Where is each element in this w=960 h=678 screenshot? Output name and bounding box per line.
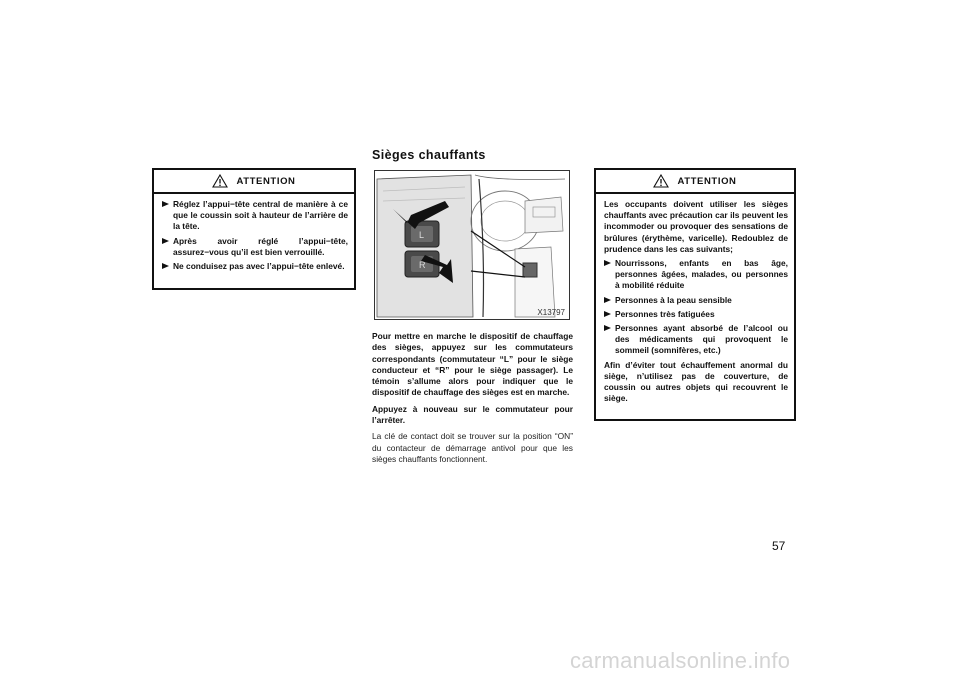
caution-body	[154, 194, 354, 281]
caution-heading: ATTENTION	[236, 175, 296, 187]
caution-header	[596, 170, 794, 194]
caution-item: Nourrissons, enfants en bas âge, personnes âgées, malades, ou personnes à mobilité réduite	[604, 258, 788, 292]
caution-intro: Les occupants doivent utiliser les sièges chauffants avec précaution car ils peuvent les incommoder ou provoquer des sensations de brûlures (érythème, varicelle). Redoublez de prudence dans les cas suivants;	[604, 199, 788, 254]
paragraph-ignition-note: La clé de contact doit se trouver sur la position “ON” du contacteur de démarrage antivol pour que les sièges chauffants fonctionnent.	[372, 431, 573, 464]
seat-heater-illustration	[374, 170, 570, 320]
caution-heading: ATTENTION	[677, 175, 737, 187]
caution-outro: Afin d’éviter tout échauffement anormal du siège, n’utilisez pas de couverture, de coussin ou autres objets qui recouvrent le siège.	[604, 359, 788, 404]
section-title: Sièges chauffants	[372, 148, 486, 162]
caution-item: Personnes très fatiguées	[604, 309, 788, 320]
switch-label-l: L	[419, 230, 425, 240]
caution-item: Personnes à la peau sensible	[604, 295, 788, 306]
caution-item: Ne conduisez pas avec l’appui−tête enlevé.	[162, 261, 348, 272]
caution-box-headrest	[152, 168, 356, 290]
caution-box-seat-heater	[594, 168, 796, 421]
instructions-text	[372, 331, 573, 470]
page-number: 57	[772, 539, 786, 553]
caution-item: Après avoir réglé l’appui−tête, assurez−vous qu’il est bien verrouillé.	[162, 236, 348, 258]
caution-item: Réglez l’appui−tête central de manière à ce que le coussin soit à hauteur de l’arrière de la tête.	[162, 199, 348, 233]
caution-item: Personnes ayant absorbé de l’alcool ou des médicaments qui provoquent le sommeil (somnifères, etc.)	[604, 323, 788, 357]
warning-triangle-icon	[653, 174, 669, 188]
paragraph-turn-on: Pour mettre en marche le dispositif de chauffage des sièges, appuyez sur les commutateurs correspondants (commutateur “L” pour le siège conducteur et “R” pour le siège passager). Le témoin s’allume alors pour indiquer que le dispositif de chauffage des sièges est en marche.	[372, 331, 573, 398]
switch-label-r: R	[419, 260, 426, 270]
dashboard-drawing	[375, 171, 570, 320]
figure-code: X13797	[537, 308, 565, 317]
paragraph-turn-off: Appuyez à nouveau sur le commutateur pour l’arrêter.	[372, 403, 573, 426]
caution-body	[596, 194, 794, 413]
watermark: carmanualsonline.info	[570, 648, 791, 673]
caution-header	[154, 170, 354, 194]
warning-triangle-icon	[212, 174, 228, 188]
